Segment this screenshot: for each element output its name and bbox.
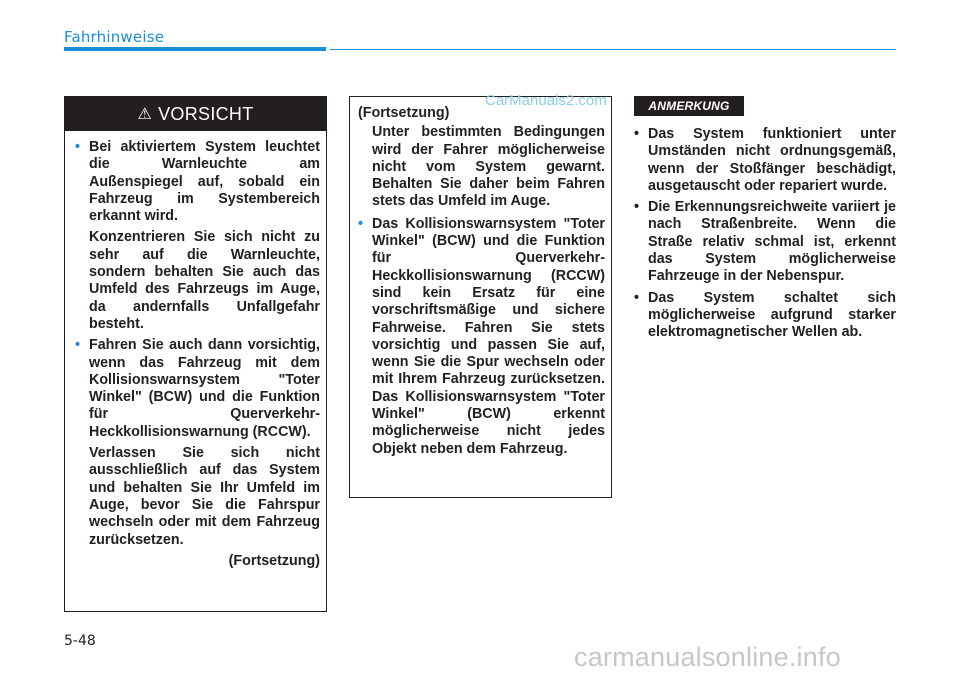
caution-continued: (Fortsetzung) [228, 552, 320, 569]
note-badge: ANMERKUNG [634, 96, 744, 116]
note-item-1 [634, 126, 896, 195]
continuation-box [349, 96, 612, 498]
note-item-2-text: Die Erkennungsreichweite variiert je nach Straßenbreite. Wenn die Straße relativ schmal ist, erkennt das System möglicherweise Fahrzeuge in der Nebenspur. [648, 199, 896, 285]
bullet-icon: • [634, 199, 640, 216]
section-title: Fahrhinweise [64, 28, 165, 46]
bullet-icon: • [75, 337, 81, 354]
page-number: 5-48 [64, 633, 96, 649]
caution-bullet-1-text: Bei aktiviertem System leuchtet die Warnleuchte am Außenspiegel auf, sobald ein Fahrzeug im Systembereich erkannt wird. [89, 139, 320, 225]
caution-bullet-2 [75, 337, 320, 441]
header-rule-thick [64, 47, 326, 51]
continuation-para-1: Unter bestimmten Bedingungen wird der Fahrer möglicherweise nicht vom System gewarnt. Behalten Sie daher beim Fahren stets das Umfeld im Auge. [372, 124, 605, 210]
warning-icon: ⚠ [137, 106, 153, 123]
caution-body [65, 131, 326, 570]
bullet-icon: • [634, 126, 640, 142]
note-body [634, 126, 896, 346]
note-item-3-text: Das System schaltet sich möglicherweise aufgrund starker elektromagnetischer Wellen ab. [648, 289, 896, 341]
watermark-bottom: carmanualsonline.info [574, 642, 841, 672]
bullet-icon: • [75, 139, 81, 155]
watermark-top: CarManuals2.com [485, 92, 607, 109]
bullet-icon: • [358, 215, 364, 232]
bullet-icon: • [634, 289, 640, 306]
caution-para-1: Konzentrieren Sie sich nicht zu sehr auf die Warnleuchte, sondern behalten Sie auch das Umfeld des Fahrzeugs im Auge, da andernfalls Unfallgefahr besteht. [89, 229, 320, 332]
caution-header [65, 97, 326, 131]
caution-bullet-2-text: Fahren Sie auch dann vorsichtig, wenn das Fahrzeug mit dem Kollisionswarnsystem "Toter Winkel" (BCW) und die Funktion für Querverkehr-Heckkollisionswarnung (RCCW). [89, 337, 320, 440]
caution-bullet-1 [75, 139, 320, 225]
note-item-2 [634, 199, 896, 285]
header-rule-thin [330, 49, 896, 50]
continuation-bullet-1-text: Das Kollisionswarnsystem "Toter Winkel" (BCW) und die Funktion für Querverkehr-Heckkollisionswarnung (RCCW) sind kein Ersatz für eine vorschriftsmäßige und sichere Fahrweise. Fahren Sie stets vorsichtig und passen Sie auf, wenn Sie die Spur wechseln oder mit Ihrem Fahrzeug zurücksetzen. Das Kollisionswarnsystem "Toter Winkel" (BCW) erkennt möglicherweise nicht jedes Objekt neben dem Fahrzeug. [372, 215, 605, 457]
caution-title: VORSICHT [158, 103, 254, 124]
continuation-body [350, 97, 611, 458]
note-item-1-text: Das System funktioniert unter Umständen nicht ordnungsgemäß, wenn der Stoßfänger beschädigt, ausgetauscht oder repariert wurde. [648, 126, 896, 194]
caution-para-2: Verlassen Sie sich nicht ausschließlich auf das System und behalten Sie Ihr Umfeld im Auge, bevor Sie die Fahrspur wechseln oder mit dem Fahrzeug zurücksetzen. [89, 445, 320, 548]
continuation-heading: (Fortsetzung) [358, 105, 450, 121]
note-item-3 [634, 290, 896, 342]
continuation-bullet-1 [358, 216, 605, 458]
caution-box [64, 96, 327, 612]
